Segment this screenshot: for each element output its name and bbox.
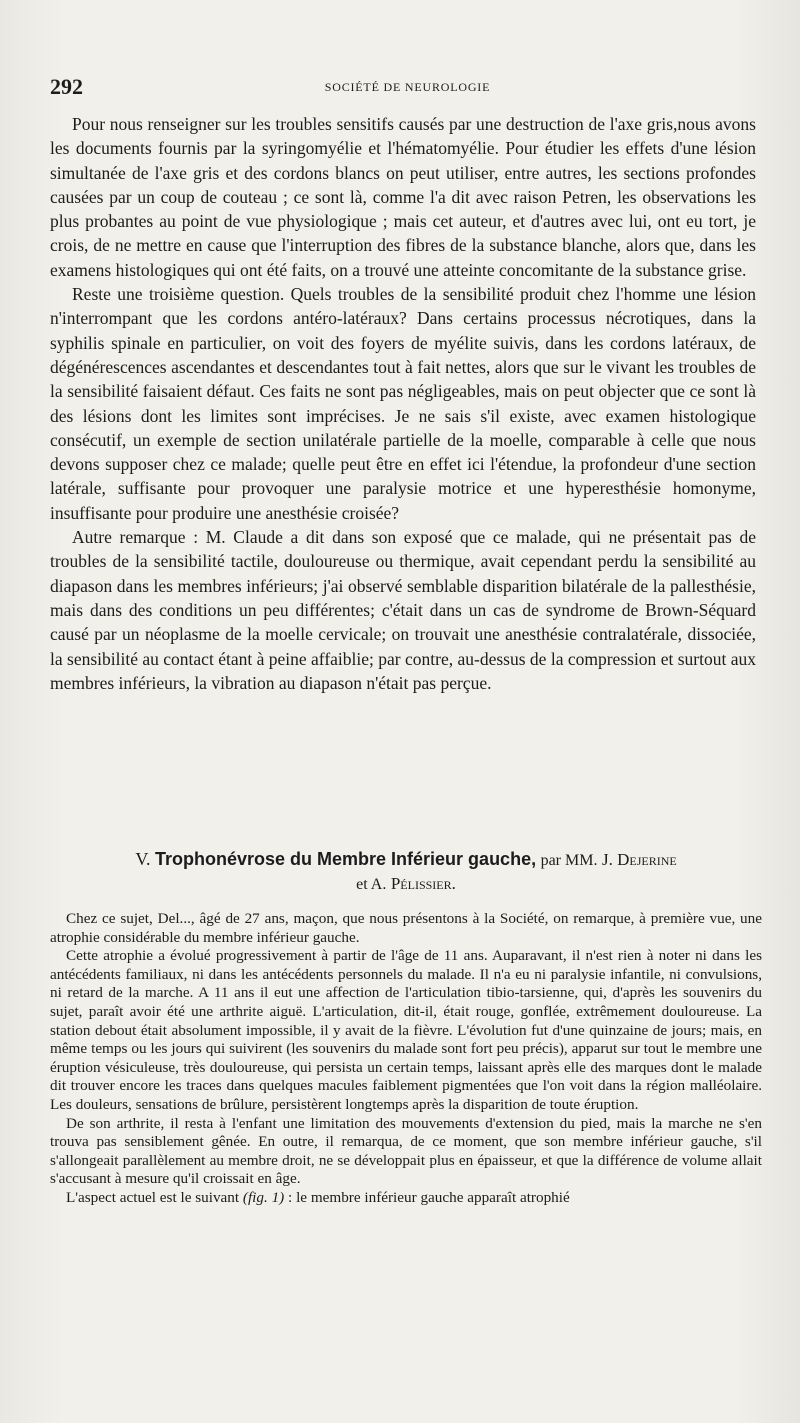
author-name: J. Dejerine <box>601 850 677 869</box>
page-number: 292 <box>50 74 83 99</box>
paragraph: Autre remarque : M. Claude a dit dans son exposé que ce malade, qui ne présentait pas de troubles de la sensibilité tactile, douloureuse ou thermique, avait cependant perdu la sensibilité au diapason dans les membres inférieurs; j'ai observé semblable disparition bilatérale de la pallesthésie, mais dans des conditions un peu différentes; c'était dans un cas de syndrome de Brown-Séquard causé par un néoplasme de la moelle cervicale; on trouvait une anesthésie contralatérale, dissociée, la sensibilité au contact étant à peine affaiblie; par contre, au-dessus de la compression et surtout aux membres inférieurs, la vibration au diapason n'était pas perçue. <box>50 527 756 693</box>
figure-reference: (fig. 1) <box>242 1188 285 1206</box>
section-number: V. <box>135 849 151 869</box>
paragraph: Pour nous renseigner sur les troubles sensitifs causés par une destruction de l'axe gris,nous avons les documents fournis par la syringomyélie et l'hématomyélie. Pour étudier les effets d'une lésion simultanée de l'axe gris et des cordons blancs on peut utiliser, entre autres, les sections profondes causées par un coup de couteau ; ce sont là, comme l'a dit avec raison Petren, les observations les plus probantes au point de vue physiologique ; mais cet auteur, et d'autres avec lui, ont eu tort, je crois, de ne mettre en cause que l'interruption des fibres de la substance blanche, alors que, dans les examens histologiques qui ont été faits, on a trouvé une atteinte concomitante de la substance grise. <box>50 114 756 280</box>
section-heading <box>50 848 762 896</box>
by-label: par MM. <box>540 852 598 869</box>
paragraph <box>50 1189 762 1208</box>
paragraph: Chez ce sujet, Del..., âgé de 27 ans, maçon, que nous présentons à la Société, on remarque, à première vue, une atrophie considérable du membre inférieur gauche. <box>50 910 762 946</box>
author-name: Pélissier. <box>390 874 456 893</box>
section-title: Trophonévrose du Membre Inférieur gauche, <box>155 849 537 869</box>
paragraph: De son arthrite, il resta à l'enfant une limitation des mouvements d'extension du pied, mais la marche ne s'en trouva pas sensiblement gênée. En outre, il remarqua, de ce moment, que son membre inférieur gauche, s'il s'allongeait parallèlement au membre droit, ne se développait plus en épaisseur, et que la différence de volume allait s'accusant à mesure qu'il croissait en âge. <box>50 1114 762 1188</box>
page-header <box>50 74 765 98</box>
paragraph: Cette atrophie a évolué progressivement à partir de l'âge de 11 ans. Auparavant, il n'est rien à noter ni dans les antécédents familiaux, ni dans les antécédents personnels du malade. Il n'a eu ni paralysie infantile, ni convulsions, ni retard de la marche. A 11 ans il eut une affection de l'articulation tibio-tarsienne, qui, d'après les souvenirs du sujet, paraît avoir été une arthrite aiguë. L'articulation, dit-il, était rouge, gonflée, extrêmement douloureuse. La station debout était absolument impossible, il y avait de la fièvre. L'évolution fut d'une quinzaine de jours; mais, en même temps ou les jours qui suivirent (les souvenirs du malade sont fort peu précis), apparut sur tout le membre une éruption vésiculeuse, très douloureuse, qui persista un certain temps, laissant après elle des marques dont le malade dit trouver encore les traces dans quelques macules faiblement pigmentées que l'on voit dans la région malléolaire. Les douleurs, sensations de brûlure, persistèrent longtemps après la disparition de toute éruption. <box>50 947 762 1113</box>
case-report-section <box>50 848 762 1208</box>
paragraph: Reste une troisième question. Quels troubles de la sensibilité produit chez l'homme une lésion n'interrompant que les cordons antéro-latéraux? Dans certains processus nécrotiques, dans la syphilis spinale en particulier, on voit des foyers de myélite suivis, dans les cordons latéraux, de dégénérescences ascendantes et descendantes tout à fait nettes, alors que sur le vivant les troubles de la sensibilité faisaient défaut. Ces faits ne sont pas négligeables, mais on peut objecter que ce sont là des lésions dont les limites sont imprécises. Je ne sais s'il existe, avec examen histologique consécutif, un exemple de section unilatérale partielle de la moelle, comparable à celle que nous devons supposer chez ce malade; quelle peut être en effet ici l'étendue, la profondeur d'une section latérale, suffisante pour provoquer une paralysie motrice et une hyperesthésie homonyme, insuffisante pour produire une anesthésie croisée? <box>50 284 756 523</box>
text-fragment: L'aspect actuel est le suivant <box>66 1188 240 1206</box>
running-head: SOCIÉTÉ DE NEUROLOGIE <box>324 80 491 94</box>
and-label: et A. <box>356 876 387 893</box>
text-fragment: : le membre inférieur gauche apparaît atrophié <box>288 1188 570 1206</box>
discussion-text <box>50 112 756 695</box>
case-report-text <box>50 910 762 1208</box>
